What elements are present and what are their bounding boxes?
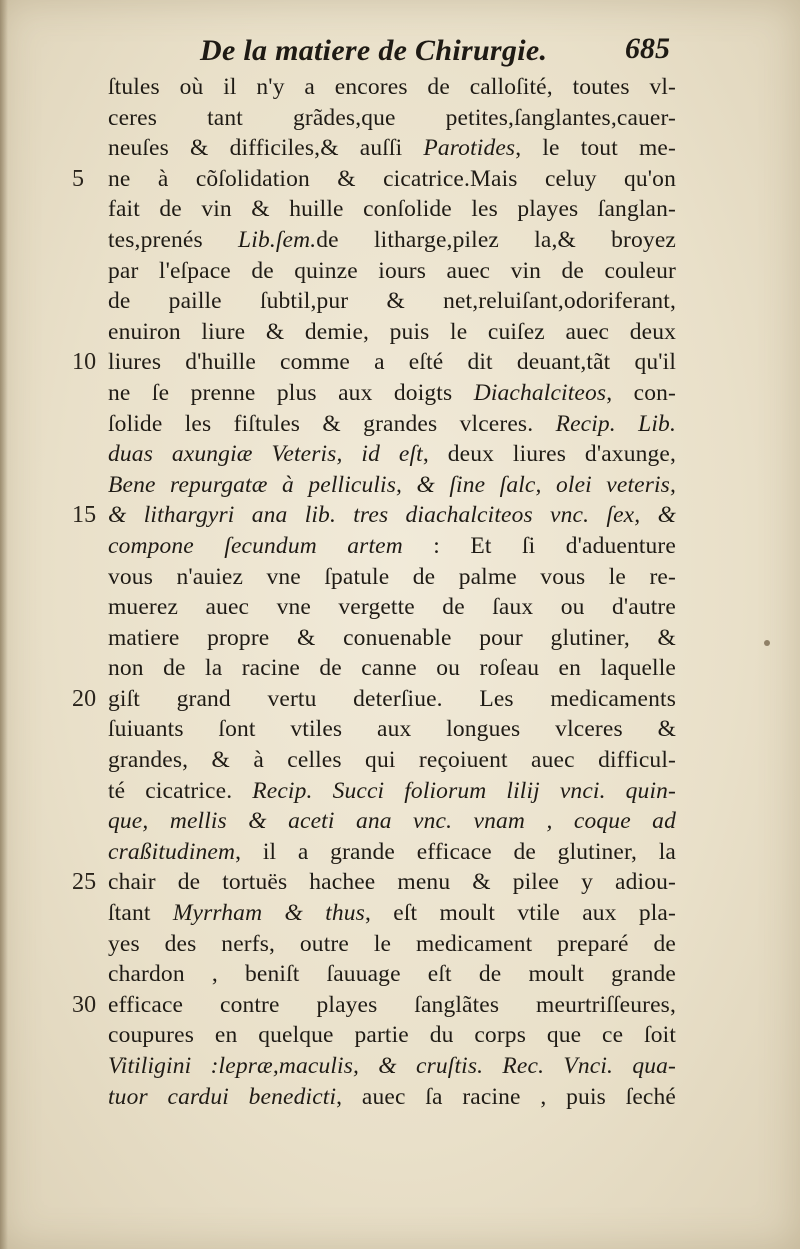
- text-line: [108, 1020, 676, 1051]
- text-line: [72, 500, 676, 531]
- text-segment: tes,prenés: [108, 226, 239, 253]
- text-line: [108, 837, 676, 868]
- text-segment: ſuiuants ſont vtiles aux longues vlceres &: [108, 716, 676, 743]
- italic-text: tuor cardui benedicti: [108, 1083, 337, 1110]
- text-line: [108, 225, 676, 256]
- italic-text: Diachalciteos: [473, 379, 607, 406]
- text-segment: efficace contre playes ſanglãtes meurtriſſeures,: [108, 991, 676, 1018]
- text-line: [108, 256, 676, 287]
- text-segment: matiere propre & conuenable pour glutiner, &: [108, 624, 676, 651]
- italic-text: Parotides: [423, 135, 516, 162]
- text-line: [108, 317, 676, 348]
- italic-text: Lib.ſem.: [238, 226, 317, 253]
- page-edge-shadow: [0, 0, 8, 1249]
- text-line: [108, 714, 676, 745]
- text-line: [108, 103, 676, 134]
- italic-text: Bene repurgatæ à pelliculis, & ſine ſalc, olei veteris,: [108, 471, 676, 498]
- text-segment: coupures en quelque partie du corps que ce ſoit: [108, 1022, 676, 1049]
- text-line: [108, 409, 676, 440]
- text-line: [108, 562, 676, 593]
- text-segment: : Et ſi d'aduenture: [402, 532, 676, 559]
- text-line: [108, 286, 676, 317]
- text-segment: de paille ſubtil,pur & net,reluiſant,odoriferant,: [108, 288, 676, 315]
- ink-stain: [764, 640, 770, 646]
- text-segment: ſolide les fiſtules & grandes vlceres.: [108, 410, 556, 437]
- text-line: [108, 378, 676, 409]
- line-number: 20: [72, 685, 97, 712]
- text-line: [72, 347, 676, 378]
- text-segment: ne ſe prenne plus aux doigts: [108, 379, 474, 406]
- text-segment: chardon , beniſt ſauuage eſt de moult grande: [108, 961, 676, 988]
- text-line: [108, 1051, 676, 1082]
- page-header: [110, 30, 670, 70]
- text-segment: vous n'auiez vne ſpatule de palme vous le re-: [108, 563, 676, 590]
- text-line: [108, 745, 676, 776]
- italic-text: que, mellis & aceti ana vnc. vnam , coque ad: [108, 808, 676, 835]
- italic-text: compone ſecundum artem: [108, 532, 403, 559]
- line-number: 30: [72, 991, 97, 1018]
- text-line: [108, 592, 676, 623]
- text-line: [108, 531, 676, 562]
- text-line: [108, 194, 676, 225]
- text-segment: liures d'huille comme a eſté dit deuant,tãt qu'il: [108, 349, 676, 376]
- text-line: [108, 623, 676, 654]
- line-number: 10: [72, 349, 97, 376]
- text-segment: neuſes & difficiles,& auſſi: [108, 135, 424, 162]
- text-line: [108, 439, 676, 470]
- body-text: [72, 72, 677, 1112]
- text-segment: té cicatrice.: [108, 777, 253, 804]
- text-segment: ſtant: [108, 900, 173, 927]
- page-number: 685: [625, 32, 670, 65]
- text-line: [108, 470, 676, 501]
- text-segment: muerez auec vne vergette de ſaux ou d'autre: [108, 594, 676, 621]
- line-number: 5: [72, 165, 85, 192]
- text-line: [108, 72, 676, 103]
- text-segment: , con-: [606, 379, 677, 406]
- text-segment: ceres tant grãdes,que petites,ſanglantes,cauer-: [108, 104, 676, 131]
- italic-text: Recip. Lib.: [555, 410, 676, 437]
- text-line: [72, 990, 676, 1021]
- line-number: 25: [72, 869, 97, 896]
- text-segment: , auec ſa racine , puis ſeché: [336, 1083, 676, 1110]
- text-line: [108, 776, 676, 807]
- italic-text: duas axungiæ Veteris, id eſt: [108, 441, 423, 468]
- text-segment: grandes, & à celles qui reçoiuent auec difficul-: [108, 747, 676, 774]
- text-segment: giſt grand vertu deterſiue. Les medicaments: [108, 685, 676, 712]
- text-segment: , le tout me-: [515, 135, 676, 162]
- text-segment: par l'eſpace de quinze iours auec vin de couleur: [108, 257, 676, 284]
- text-segment: fait de vin & huille conſolide les playes ſanglan-: [108, 196, 676, 223]
- running-title: De la matiere de Chirurgie.: [200, 34, 548, 67]
- text-line: [108, 959, 676, 990]
- italic-text: & lithargyri ana lib. tres diachalciteos vnc. ſex, &: [108, 502, 676, 529]
- text-segment: yes des nerfs, outre le medicament preparé de: [108, 930, 676, 957]
- text-segment: de litharge,pilez la,& broyez: [316, 226, 676, 253]
- text-line: [108, 806, 676, 837]
- text-line: [108, 929, 676, 960]
- text-line: [108, 133, 676, 164]
- text-segment: non de la racine de canne ou roſeau en laquelle: [108, 655, 676, 682]
- text-line: [72, 164, 676, 195]
- text-line: [72, 684, 676, 715]
- italic-text: Myrrham & thus: [172, 900, 365, 927]
- text-segment: , il a grande efficace de glutiner, la: [235, 838, 676, 865]
- text-segment: ne à cõſolidation & cicatrice.Mais celuy qu'on: [108, 165, 676, 192]
- text-segment: , deux liures d'axunge,: [422, 441, 676, 468]
- text-segment: ſtules où il n'y a encores de calloſité, toutes vl-: [108, 74, 676, 100]
- italic-text: craßitudinem: [108, 838, 236, 865]
- text-segment: chair de tortuës hachee menu & pilee y adiou-: [108, 869, 676, 896]
- text-line: [108, 898, 676, 929]
- text-segment: , eſt moult vtile aux pla-: [364, 900, 676, 927]
- italic-text: Recip. Succi foliorum lilij vnci. quin-: [252, 777, 677, 804]
- italic-text: Vitiligini :lepræ,maculis, & cruſtis. Rec. Vnci. qua-: [108, 1053, 676, 1079]
- text-segment: enuiron liure & demie, puis le cuiſez auec deux: [108, 318, 676, 345]
- text-line: [108, 653, 676, 684]
- line-number: 15: [72, 502, 97, 529]
- text-line: [108, 1082, 676, 1113]
- text-line: [72, 867, 676, 898]
